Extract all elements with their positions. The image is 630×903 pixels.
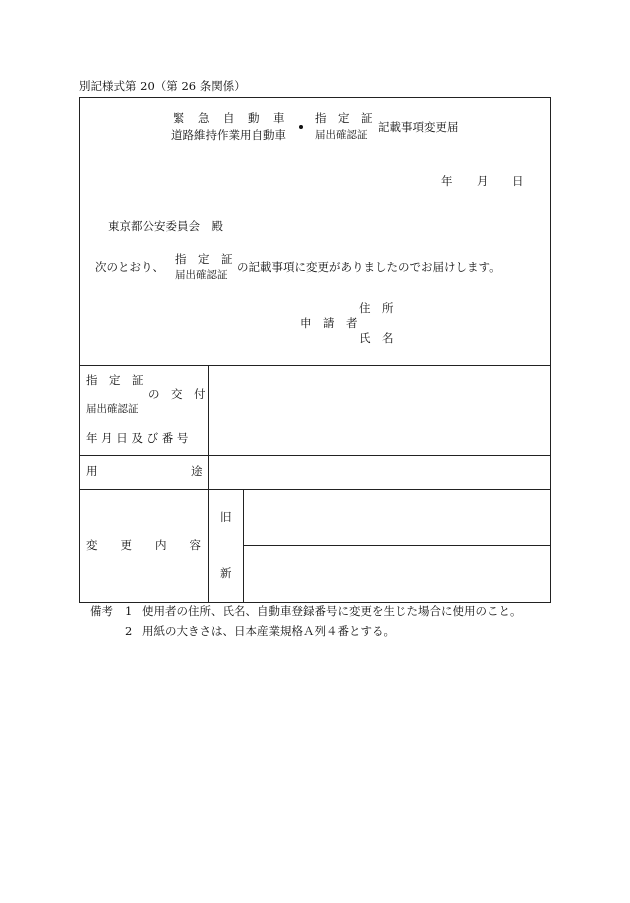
date-month-label: 月 <box>477 174 489 188</box>
row1-issue-label: の 交 付 <box>148 387 206 401</box>
usage-label-left: 用 <box>86 464 98 478</box>
title-separator-dot <box>299 125 303 129</box>
usage-field[interactable] <box>209 456 550 489</box>
date-day-label: 日 <box>512 174 524 188</box>
old-content-field[interactable] <box>244 490 550 545</box>
row1-designation-label: 指 定 証 <box>86 373 144 387</box>
note2-number: 2 <box>125 624 133 638</box>
title-vehicle-road-maintenance: 道路維持作業用自動車 <box>171 128 286 142</box>
form-number: 別記様式第 20（第 26 条関係） <box>79 79 246 93</box>
statement-doc-notification: 届出確認証 <box>175 269 228 281</box>
usage-label-right: 途 <box>191 464 203 478</box>
applicant-name-label: 氏 名 <box>359 331 394 345</box>
applicant-label: 申 請 者 <box>300 316 358 330</box>
issue-date-number-field[interactable] <box>209 366 550 455</box>
old-label: 旧 <box>220 510 232 524</box>
change-content-label: 変 更 内 容 <box>86 538 201 552</box>
row1-notification-label: 届出確認証 <box>86 403 139 415</box>
note1-number: 1 <box>125 604 133 618</box>
date-year-label: 年 <box>441 174 453 188</box>
addressee: 東京都公安委員会 殿 <box>108 219 223 233</box>
note1-text: 使用者の住所、氏名、自動車登録番号に変更を生じた場合に使用のこと。 <box>142 604 522 618</box>
title-suffix: 記載事項変更届 <box>378 120 459 134</box>
new-label: 新 <box>220 566 232 580</box>
statement-prefix: 次のとおり、 <box>95 260 164 274</box>
statement-suffix: の記載事項に変更がありましたのでお届けします。 <box>237 260 501 274</box>
note2-text: 用紙の大きさは、日本産業規格Ａ列４番とする。 <box>142 624 395 638</box>
title-doc-designation: 指 定 証 <box>315 111 373 125</box>
notes-heading: 備考 <box>90 604 113 618</box>
title-vehicle-emergency: 緊 急 自 動 車 <box>173 111 286 125</box>
new-content-field[interactable] <box>244 546 550 602</box>
title-doc-notification: 届出確認証 <box>315 129 368 141</box>
applicant-address-label: 住 所 <box>359 301 394 315</box>
row1-date-number-label: 年 月 日 及 び 番 号 <box>86 431 189 445</box>
statement-doc-designation: 指 定 証 <box>175 252 233 266</box>
